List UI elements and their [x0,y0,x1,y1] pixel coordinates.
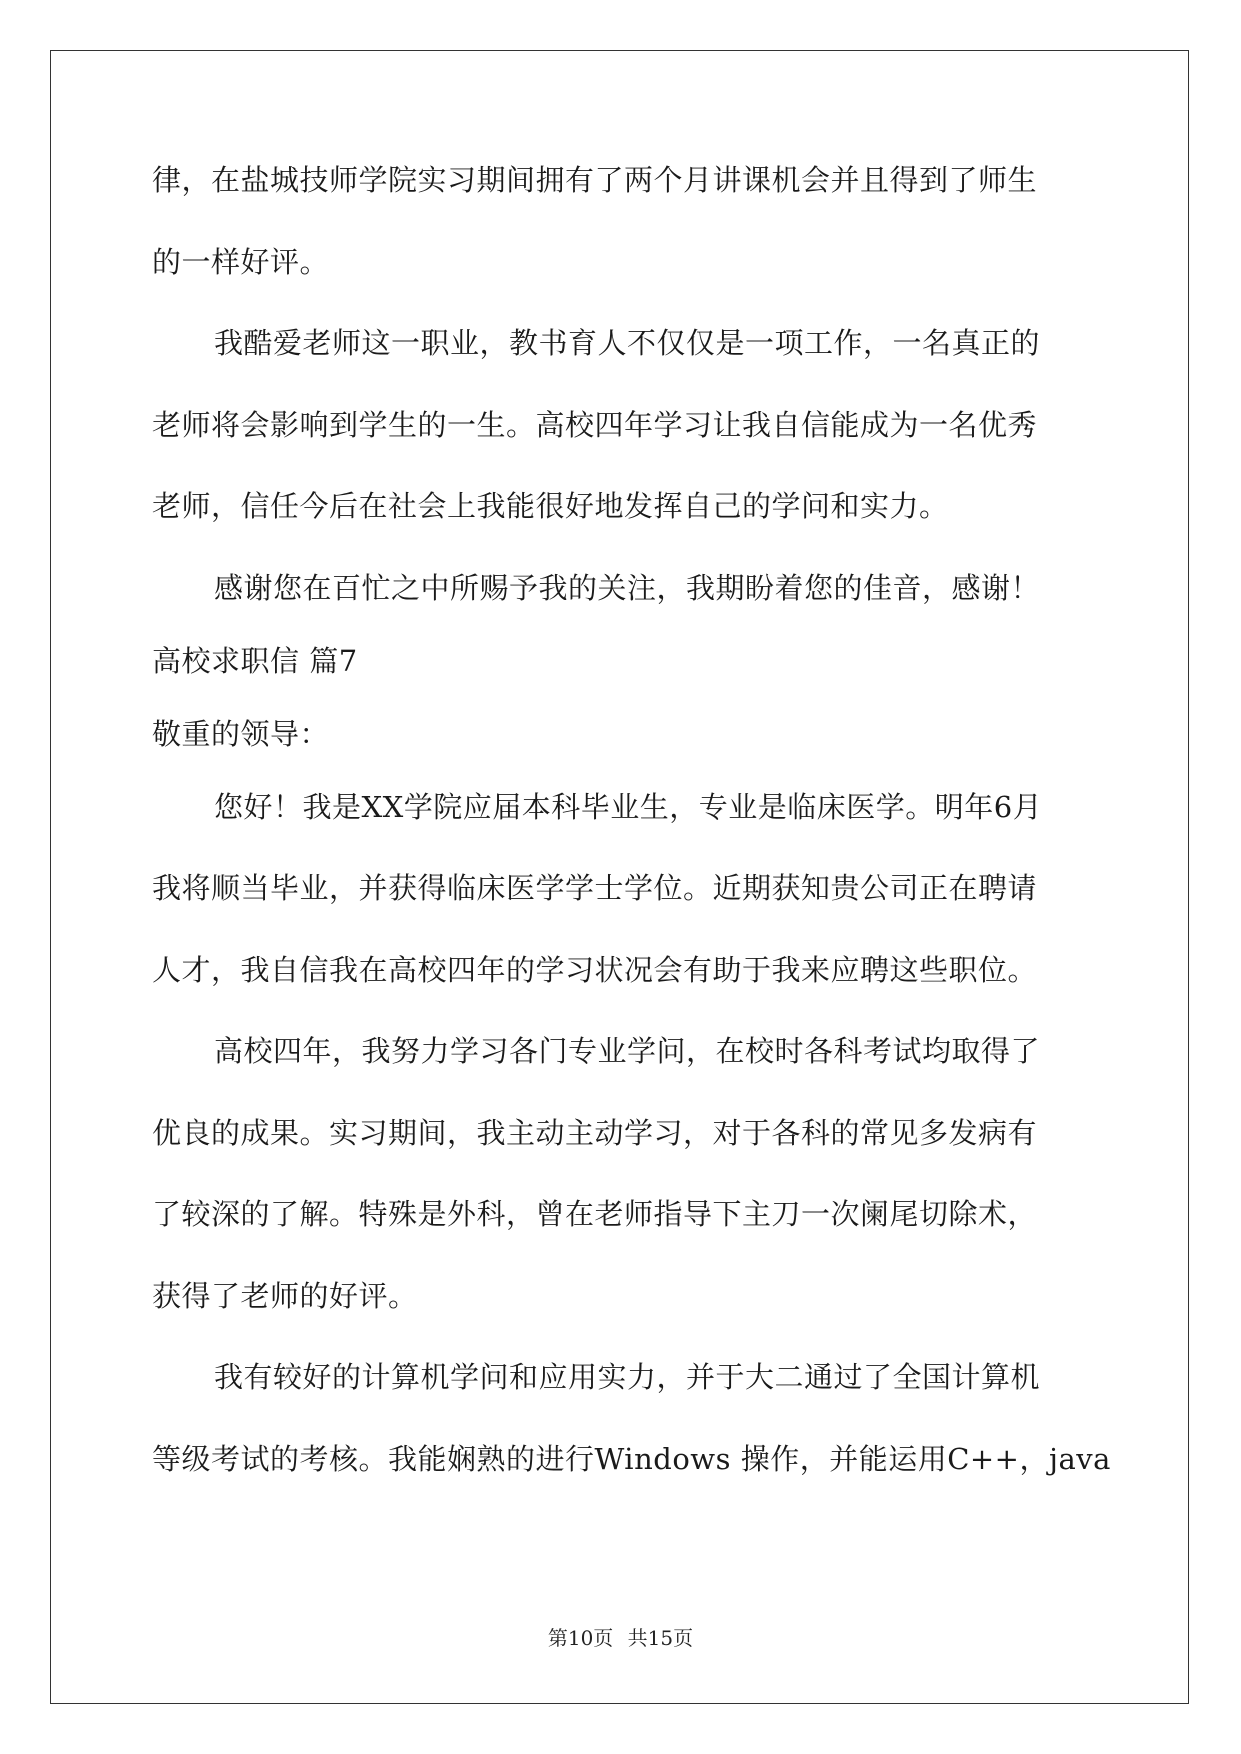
text-line: 老师，信任今后在社会上我能很好地发挥自己的学问和实力。 [152,489,949,523]
text-line: 律，在盐城技师学院实习期间拥有了两个月讲课机会并且得到了师生 [152,163,1038,197]
text-line: 您好！我是XX学院应届本科毕业生，专业是临床医学。明年6月 [214,789,1043,824]
text-line: 我将顺当毕业，并获得临床医学学士学位。近期获知贵公司正在聘请 [152,871,1038,905]
text-line: 获得了老师的好评。 [152,1278,418,1313]
text-line: 的一样好评。 [152,244,330,279]
text-line: 我酷爱老师这一职业，教书育人不仅仅是一项工作，一名真正的 [214,326,1041,360]
text-line: 老师将会影响到学生的一生。高校四年学习让我自信能成为一名优秀 [152,407,1038,442]
section-heading: 高校求职信 篇7 [152,643,358,678]
text-line: 感谢您在百忙之中所赐予我的关注，我期盼着您的佳音，感谢！ [214,570,1041,605]
salutation: 敬重的领导： [152,716,330,751]
text-line: 高校四年，我努力学习各门专业学问，在校时各科考试均取得了 [214,1034,1041,1068]
text-line: 我有较好的计算机学问和应用实力，并于大二通过了全国计算机 [214,1360,1041,1394]
text-line: 优良的成果。实习期间，我主动主动学习，对于各科的常见多发病有 [152,1115,1038,1150]
text-line: 了较深的了解。特殊是外科，曾在老师指导下主刀一次阑尾切除术， [152,1197,1038,1231]
text-line: 人才，我自信我在高校四年的学习状况会有助于我来应聘这些职位。 [152,952,1038,987]
document-body [152,160,1111,1520]
page-total: 共15页 [627,1626,694,1650]
page-number: 第10页 [547,1626,614,1650]
page-footer [0,1625,1241,1651]
text-line: 等级考试的考核。我能娴熟的进行Windows 操作，并能运用C++，java [152,1441,1111,1476]
